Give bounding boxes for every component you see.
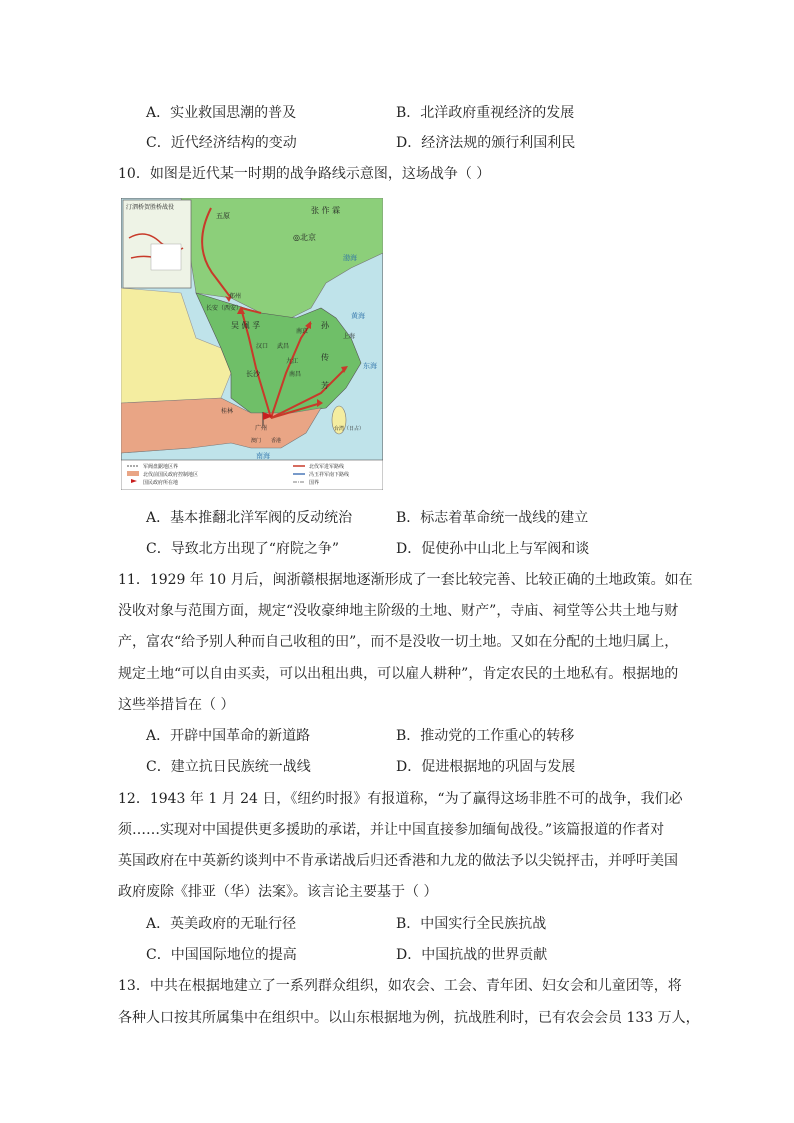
q11-line: 规定土地“可以自由买卖，可以出租出典，可以雇人耕种”，肯定农民的土地私有。根据地的 [118, 666, 679, 682]
q10-option-d: D．促使孙中山北上与军阀和谈 [396, 541, 590, 557]
label-wuyuan: 五原 [216, 212, 230, 220]
legend-item: 北伐军进军路线 [309, 464, 345, 470]
label-nanjing: 南京 [296, 328, 309, 335]
q12-option-d: D．中国抗战的世界贡献 [396, 947, 548, 963]
q12-option-a: A．英美政府的无耻行径 [146, 916, 297, 932]
q11-option-a: A．开辟中国革命的新道路 [146, 728, 311, 744]
label-shanghai: 上海 [343, 333, 356, 340]
q12-option-c: C．中国国际地位的提高 [146, 947, 297, 963]
label-donghai: 东海 [363, 362, 377, 370]
q11-line: 没收对象与范围方面，规定“没收豪绅地主阶级的土地、财产”，寺庙、祠堂等公共土地与财 [118, 603, 679, 619]
inset-title: 汀泗桥贺胜桥战役 [126, 204, 175, 211]
q10-option-a: A．基本推翻北洋军阀的反动统治 [146, 510, 353, 526]
label-hongkong: 香港 [271, 438, 282, 444]
q9-option-b: B．北洋政府重视经济的发展 [396, 105, 575, 121]
label-huanghai: 黄海 [351, 312, 365, 320]
q12-line: 12．1943 年 1 月 24 日，《纽约时报》有报道称，“为了赢得这场非胜不可的战争，我们必 [118, 791, 683, 807]
label-macau: 澳门 [251, 438, 262, 444]
q13-line: 13．中共在根据地建立了一系列群众组织，如农会、工会、青年团、妇女会和儿童团等，将 [118, 978, 682, 994]
label-fang: 芳 [321, 381, 329, 390]
legend-item: 国界 [309, 480, 320, 486]
label-wuchang: 武昌 [277, 343, 290, 350]
q11-option-d: D．促进根据地的巩固与发展 [396, 759, 576, 775]
q9-option-d: D．经济法规的颁行利国利民 [396, 135, 576, 151]
q9-option-c: C．近代经济结构的变动 [146, 135, 297, 151]
label-nanhai: 南海 [256, 452, 270, 460]
q10-option-b: B．标志着革命统一战线的建立 [396, 510, 589, 526]
label-changsha: 长沙 [246, 370, 260, 378]
q11-line: 产，富农“给予别人种而自己收租的田”，而不是没收一切土地。又如在分配的土地归属上， [118, 634, 679, 650]
label-chuan: 传 [321, 353, 329, 362]
label-guilin: 桂林 [221, 408, 234, 415]
legend-item: 北伐前国民政府控制地区 [143, 472, 199, 478]
q10-option-c: C．导致北方出现了“府院之争” [146, 541, 340, 557]
q11-line: 11．1929 年 10 月后，闽浙赣根据地逐渐形成了一套比较完善、比较正确的土地政策。如在 [118, 572, 693, 588]
label-beijing: ◎北京 [293, 233, 316, 242]
legend-item: 国民政府所在地 [143, 480, 179, 486]
q11-option-b: B．推动党的工作重心的转移 [396, 728, 575, 744]
q12-line: 政府废除《排亚（华）法案》。该言论主要基于（ ） [118, 884, 438, 900]
label-guangzhou: 广州 [255, 425, 268, 432]
q11-option-c: C．建立抗日民族统一战线 [146, 759, 311, 775]
inset-map [123, 200, 191, 288]
label-zhengzhou: 郑州 [229, 293, 242, 300]
label-nanchang: 南昌 [289, 371, 302, 378]
legend-item: 冯玉祥军南下路线 [309, 472, 350, 478]
label-jiujiang: 九江 [286, 358, 299, 365]
war-route-map [121, 198, 383, 490]
label-hankou: 汉口 [256, 343, 269, 350]
label-zhangzuolin: 张 作 霖 [311, 206, 341, 215]
label-changan: 长安（西安） [206, 305, 243, 312]
q13-line: 各种人口按其所属集中在组织中。以山东根据地为例，抗战胜利时，已有农会会员 133 万人， [118, 1010, 700, 1026]
label-wupeifu: 吴 佩 孚 [231, 321, 261, 330]
label-taiwan: 台湾（日占） [334, 426, 365, 432]
q12-line: 须……实现对中国提供更多援助的承诺，并让中国直接参加缅甸战役。”该篇报道的作者对 [118, 822, 665, 838]
legend-item: 军阀盘踞地区界 [143, 464, 179, 470]
label-sun: 孙 [321, 321, 329, 330]
label-bohai: 渤海 [343, 254, 357, 262]
q10-stem: 10．如图是近代某一时期的战争路线示意图，这场战争（ ） [118, 166, 491, 182]
q11-line: 这些举措旨在（ ） [118, 697, 235, 713]
q12-line: 英国政府在中英新约谈判中不肯承诺战后归还香港和九龙的做法予以尖锐抨击，并呼吁美国 [118, 853, 678, 869]
q12-option-b: B．中国实行全民族抗战 [396, 916, 547, 932]
q9-option-a: A．实业救国思潮的普及 [146, 105, 297, 121]
